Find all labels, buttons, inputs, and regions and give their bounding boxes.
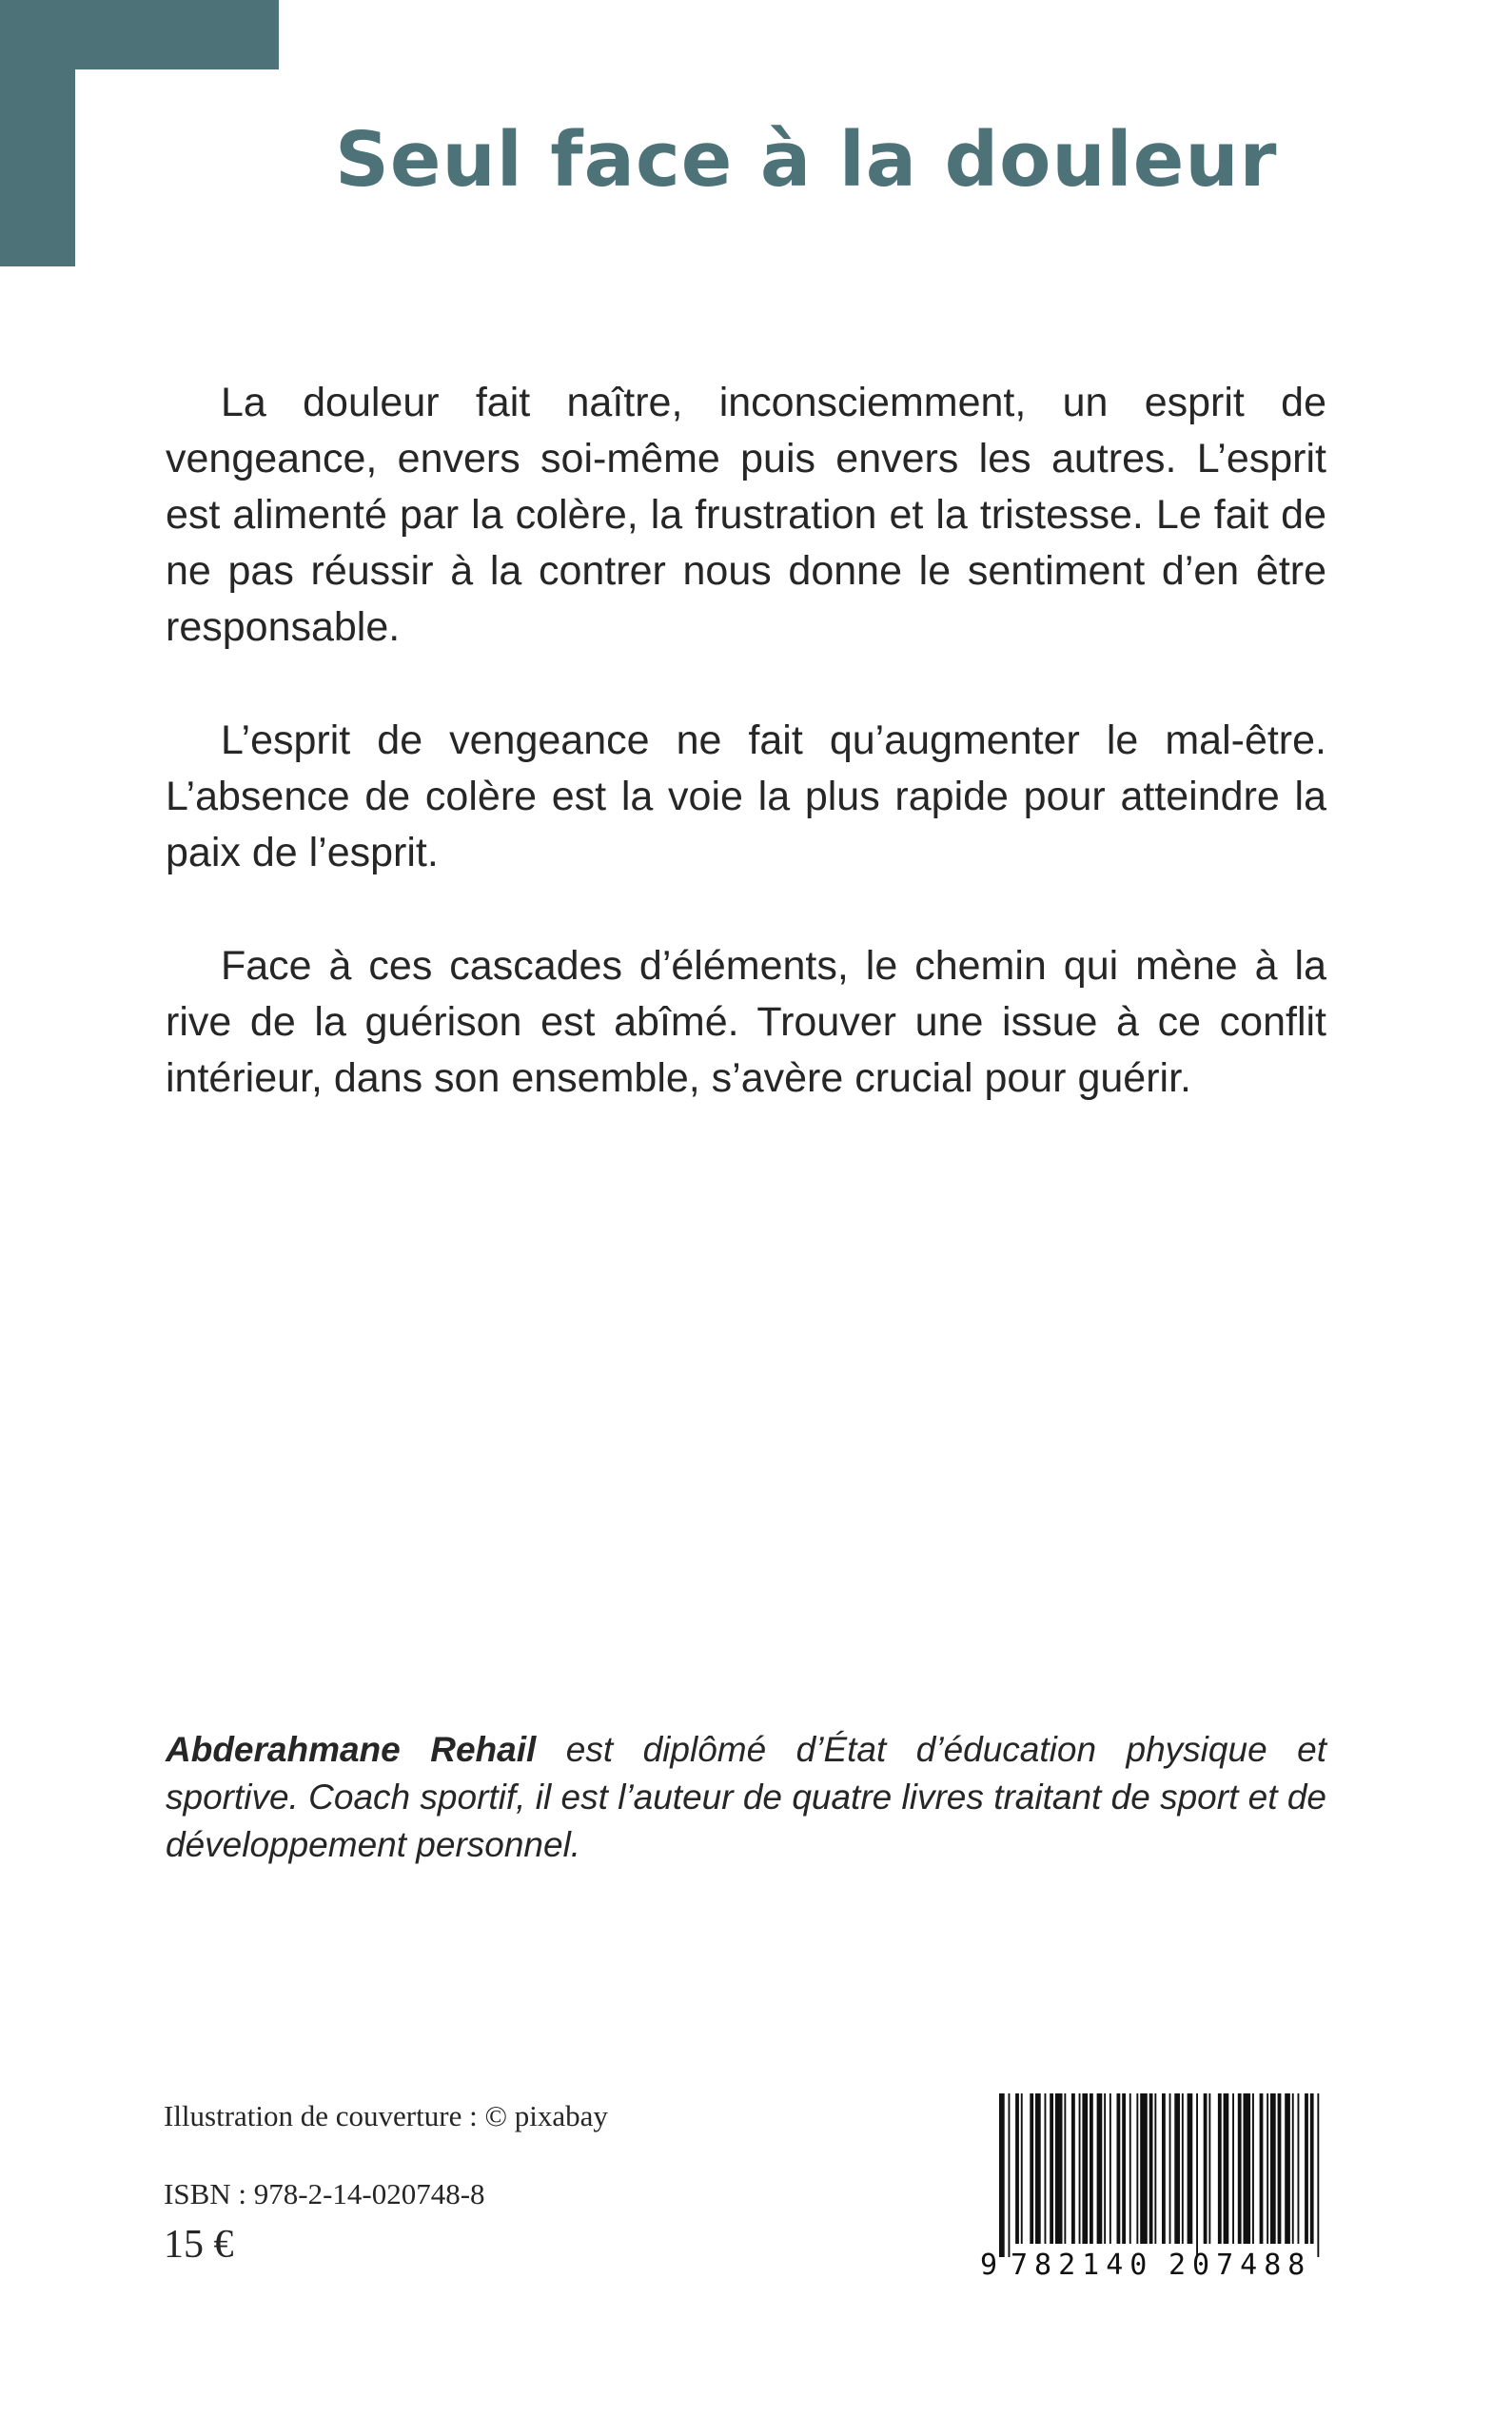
isbn: ISBN : 978-2-14-020748-8 [164,2177,485,2210]
barcode-bar [1305,2093,1308,2244]
blurb-paragraph-2: L’esprit de vengeance ne fait qu’augmenter le mal-être. L’absence de colère est la voie la plus rapide pour atteindre la paix de l’esprit. [166,717,1326,875]
barcode-bar [1136,2093,1138,2244]
blurb-paragraph-1: La douleur fait naître, inconsciemment, un esprit de vengeance, envers soi-même puis envers les autres. L’esprit est alimenté par la colère, la frustration et la tristesse. Le fait de ne pas réussir à la contrer nous donne le sentiment d’en être responsable. [166,380,1326,650]
barcode-bar [1055,2093,1063,2244]
barcode-bar [1117,2093,1121,2244]
barcode-bar [1260,2093,1264,2244]
barcode-bar [1035,2093,1041,2244]
barcode-right-digits: 207488 [1168,2249,1312,2282]
author-bio-text: est diplômé d’État d’éducation physique et sportive. Coach sportif, il est l’auteur de quatre livres traitant de sport et de développement personnel. [166,1730,1326,1864]
barcode-bar [1278,2093,1282,2244]
barcode-bar [1030,2093,1033,2244]
barcode-bar [1122,2093,1126,2244]
barcode-bar [1292,2093,1294,2244]
barcode-bar [1149,2093,1153,2244]
barcode-bar [999,2093,1005,2257]
barcode-bar [1140,2093,1148,2244]
barcode-bar [1182,2093,1184,2244]
corner-accent-cutout [75,69,279,266]
barcode-bar [1218,2093,1222,2244]
barcode-bar [1082,2093,1088,2244]
barcode-bar [1232,2093,1234,2244]
barcode-bar [1021,2093,1023,2244]
barcode-bar [1224,2093,1229,2244]
barcode-bar [1285,2093,1290,2244]
barcode-bar [1079,2093,1081,2244]
barcode-bar [1204,2093,1208,2244]
barcode-bar [1298,2093,1300,2244]
book-title: Seul face à la douleur [335,116,1278,204]
barcode-bar [1090,2093,1093,2244]
barcode-bar [1267,2093,1268,2244]
barcode-bar [1169,2093,1171,2244]
author-bio [166,1726,1326,1869]
barcode-bar [1109,2093,1111,2244]
barcode-bar [1009,2093,1011,2257]
barcode-bar [1238,2093,1242,2244]
barcode-bar [1045,2093,1047,2244]
barcode-bar [1015,2093,1019,2244]
barcode-bar [1064,2093,1066,2244]
barcode-bar [1270,2093,1276,2244]
barcode-bar [1050,2093,1053,2244]
barcode-bar [1129,2093,1131,2244]
barcode-bar [1174,2093,1180,2244]
barcode-bar [1162,2093,1166,2244]
price: 15 € [164,2223,234,2267]
barcode-left-digits: 782140 [1011,2249,1154,2282]
author-name: Abderahmane Rehail [166,1730,537,1769]
cover-credit: Illustration de couverture : © pixabay [164,2099,608,2132]
barcode-bar [1244,2093,1251,2244]
barcode [978,2093,1328,2284]
barcode-bar [1252,2093,1254,2244]
barcode-first-digit: 9 [980,2249,998,2282]
barcode-bar [1310,2093,1314,2244]
barcode-bar [1317,2093,1319,2257]
blurb-paragraph-3: Face à ces cascades d’éléments, le chemin qui mène à la rive de la guérison est abîmé. Trouver une issue à ce conflit intérieur, dans son ensemble, s’avère crucial pour guérir. [166,943,1326,1101]
barcode-bar [1208,2093,1210,2244]
blurb [166,375,1326,1164]
barcode-bar [1154,2093,1156,2244]
barcode-bar [1071,2093,1075,2244]
barcode-bar [1097,2093,1103,2244]
barcode-bar [1104,2093,1106,2244]
barcode-bar [1196,2093,1198,2257]
barcode-bar [1188,2093,1193,2244]
